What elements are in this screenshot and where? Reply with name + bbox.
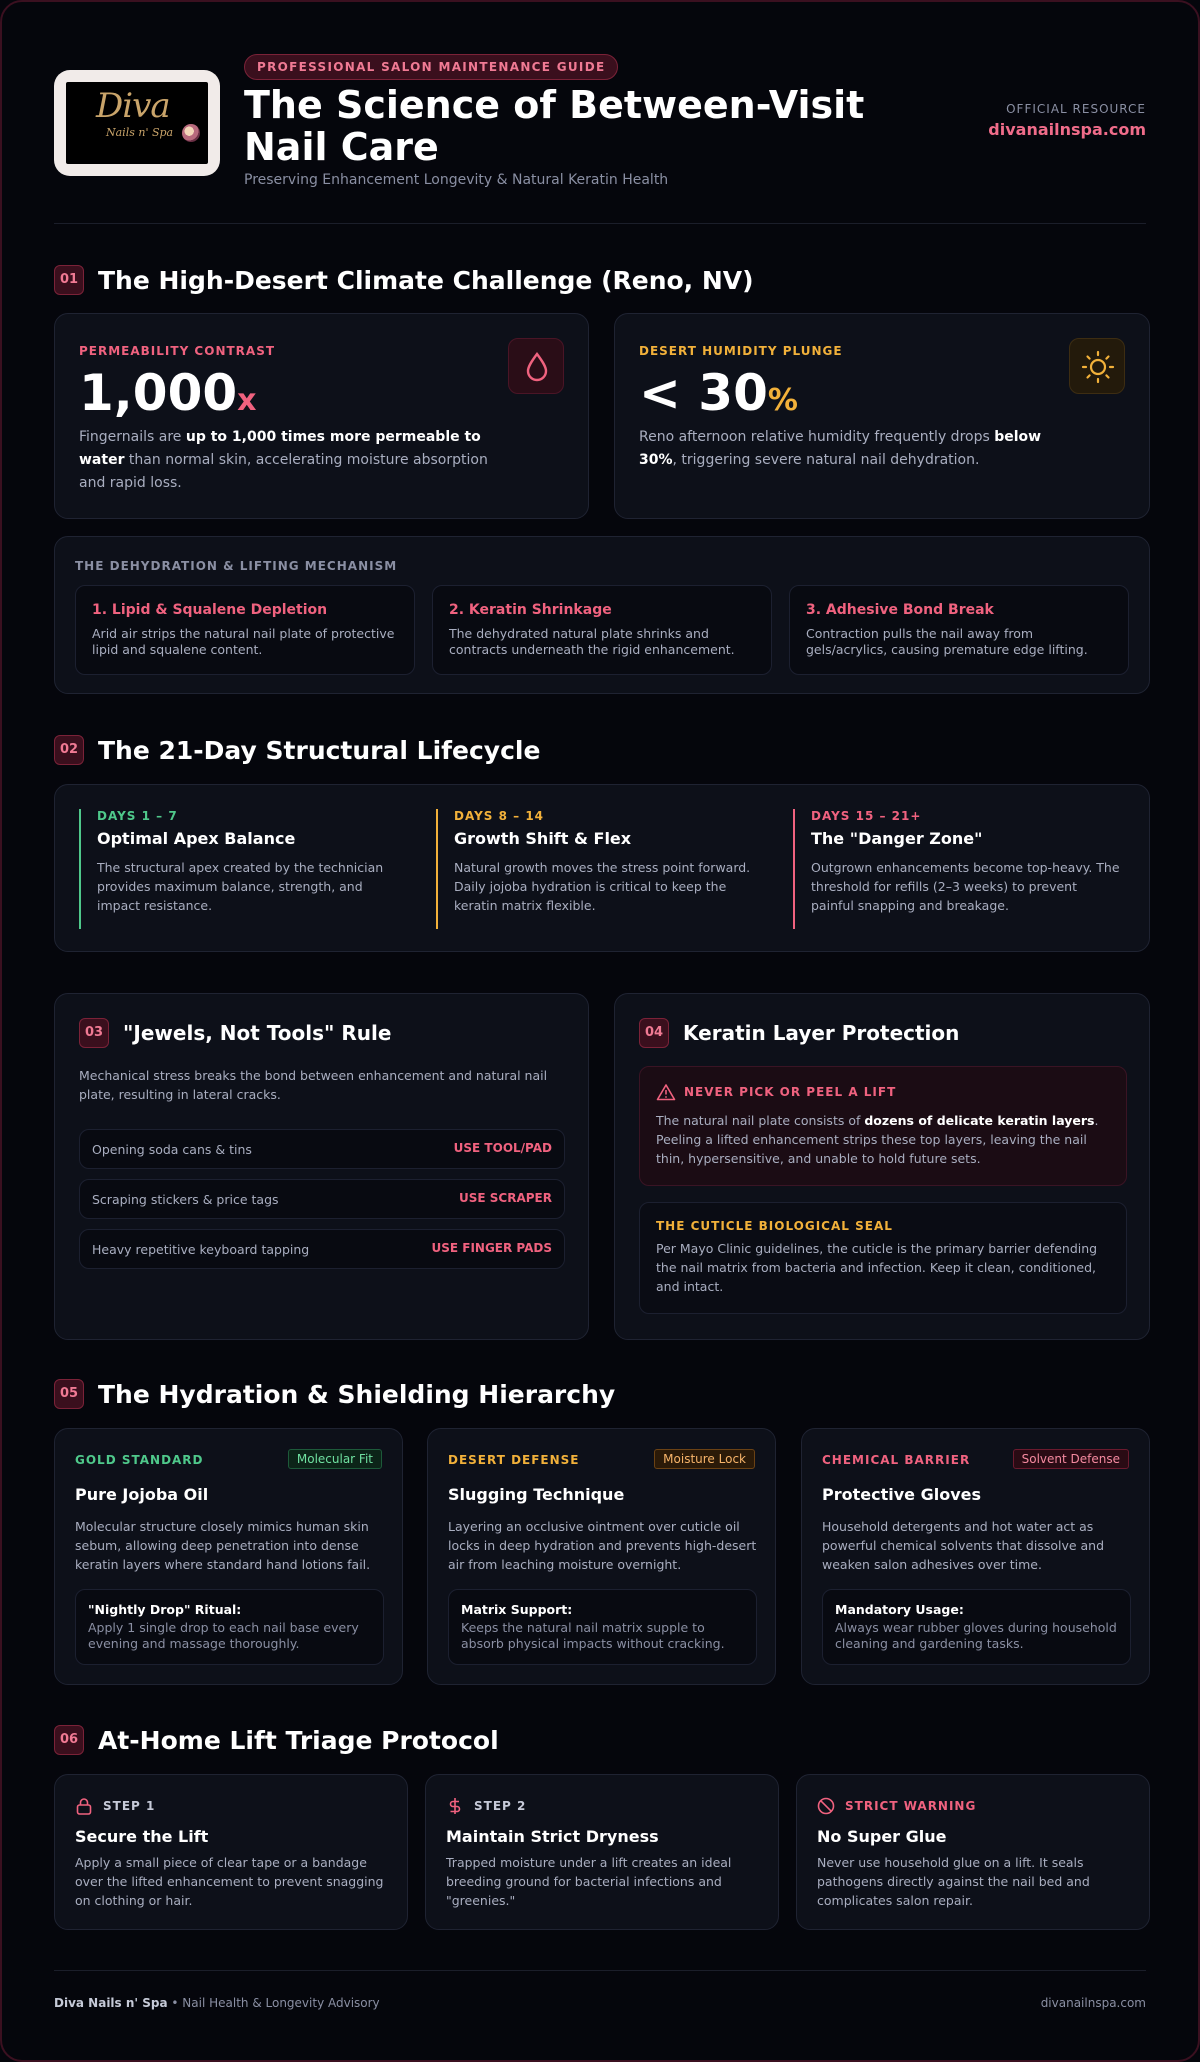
step-text: Apply a small piece of clear tape or a bandage over the lifted enhancement to prevent snagging on clothing or hair. [75,1855,384,1908]
lifecycle-card [54,784,1150,952]
section-title: At-Home Lift Triage Protocol [98,1725,499,1755]
action-label: USE TOOL/PAD [453,1141,552,1155]
droplet-icon [508,338,564,394]
phase-text: Outgrown enhancements become top-heavy. The threshold for refills (2–3 weeks) to prevent painful snapping and breakage. [811,860,1120,913]
phase-title: Growth Shift & Flex [454,829,632,848]
sun-icon [1069,338,1125,394]
step-heading [817,1797,976,1815]
warning-heading [656,1083,896,1101]
info-text: Always wear rubber gloves during household cleaning and gardening tasks. [835,1620,1117,1651]
section-heading-05 [54,1379,615,1409]
section-number: 02 [54,735,84,765]
warning-title: NEVER PICK OR PEEL A LIFT [684,1085,897,1099]
phase-title: The "Danger Zone" [811,829,983,848]
triage-step-1 [54,1774,408,1930]
step-heading [75,1797,155,1815]
card-kicker: DESERT DEFENSE [448,1453,580,1467]
logo [54,70,220,176]
step-text: Arid air strips the natural nail plate of protective lipid and squalene content. [92,626,395,657]
step-title: 1. Lipid & Squalene Depletion [92,602,328,618]
tag-badge: Solvent Defense [1013,1449,1129,1469]
phase-days-15-21 [793,809,1123,929]
card-text: Household detergents and hot water act as powerful chemical solvents that dissolve and weaken salon adhesives over time. [822,1519,1105,1572]
info-title: Matrix Support: [461,1602,573,1617]
phase-title: Optimal Apex Balance [97,829,296,848]
step-text: Never use household glue on a lift. It seals pathogens directly against the nail bed and complicates salon repair. [817,1855,1090,1908]
gloves-card [801,1428,1150,1685]
flower-icon [182,124,200,142]
phase-days-8-14 [436,809,766,929]
step-title: 3. Adhesive Bond Break [806,602,994,618]
mechanism-step [75,585,415,675]
action-label: USE FINGER PADS [431,1241,552,1255]
section-number: 01 [54,265,84,295]
prohibited-icon [817,1797,835,1815]
section-number: 05 [54,1379,84,1409]
tag-badge: Molecular Fit [288,1449,382,1469]
warning-box [639,1066,1127,1186]
logo-subtext: Nails n' Spa [106,126,174,139]
header [54,54,1146,194]
jojoba-card [54,1428,403,1685]
info-box [448,1589,757,1665]
section-heading-04 [639,1018,959,1048]
phase-text: The structural apex created by the technician provides maximum balance, strength, and impact resistance. [97,860,384,913]
mechanism-card [54,536,1150,694]
card-body: Fingernails are up to 1,000 times more permeable to water than normal skin, accelerating moisture absorption and rapid loss. [79,429,488,491]
mechanism-label: THE DEHYDRATION & LIFTING MECHANISM [75,559,398,573]
phase-days-1-7 [79,809,409,929]
info-text: Keeps the natural nail matrix supple to absorb physical impacts without cracking. [461,1620,725,1651]
tag-badge: Moisture Lock [654,1449,755,1469]
card-body: Reno afternoon relative humidity frequently drops below 30%, triggering severe natural nail dehydration. [639,429,1042,468]
triage-step-2 [425,1774,779,1930]
section-number: 06 [54,1725,84,1755]
step-text: Trapped moisture under a lift creates an ideal breeding ground for bacterial infections and "greenies." [446,1855,732,1908]
step-title: 2. Keratin Shrinkage [449,602,612,618]
triage-warning [796,1774,1150,1930]
slugging-card [427,1428,776,1685]
section-heading-01 [54,265,754,295]
footer-brand: Diva Nails n' Spa • Nail Health & Longevity Advisory [54,1996,380,2010]
phase-days: DAYS 8 – 14 [454,809,545,823]
step-kicker: STEP 2 [474,1799,527,1813]
step-text: The dehydrated natural plate shrinks and contracts underneath the rigid enhancement. [449,626,735,657]
section-heading-06 [54,1725,499,1755]
humidity-value: < 30% [639,364,798,422]
card-kicker: PERMEABILITY CONTRAST [79,344,276,358]
step-kicker: STRICT WARNING [845,1799,977,1813]
step-kicker: STEP 1 [103,1799,156,1813]
warning-text: The natural nail plate consists of dozens of delicate keratin layers. Peeling a lifted enhancement strips these top layers, leaving the nail thin, hypersensitive, and unable to hold future sets. [656,1113,1099,1166]
cuticle-box [639,1202,1127,1314]
card-kicker: CHEMICAL BARRIER [822,1453,971,1467]
guide-badge: PROFESSIONAL SALON MAINTENANCE GUIDE [244,54,618,80]
card-title: Protective Gloves [822,1485,981,1504]
phase-days: DAYS 1 – 7 [97,809,178,823]
cuticle-title: THE CUTICLE BIOLOGICAL SEAL [656,1219,893,1233]
phase-days: DAYS 15 – 21+ [811,809,922,823]
task-label: Opening soda cans & tins [92,1142,252,1157]
phase-text: Natural growth moves the stress point forward. Daily jojoba hydration is critical to keep the keratin matrix flexible. [454,860,751,913]
section-title: The 21-Day Structural Lifecycle [98,735,541,765]
info-text: Apply 1 single drop to each nail base every evening and massage thoroughly. [88,1620,359,1651]
footer-site-link[interactable]: divanailnspa.com [1040,1996,1146,2010]
section-title: The High-Desert Climate Challenge (Reno, NV) [98,265,754,295]
info-box [75,1589,384,1665]
mechanism-step [789,585,1129,675]
divider [54,223,1146,224]
section-number: 03 [79,1018,109,1048]
section-heading-02 [54,735,540,765]
card-kicker: DESERT HUMIDITY PLUNGE [639,344,843,358]
card-text: Layering an occlusive ointment over cuticle oil locks in deep hydration and prevents high-desert air from leaching moisture overnight. [448,1519,757,1572]
info-title: Mandatory Usage: [835,1602,964,1617]
info-box [822,1589,1131,1665]
permeability-value: 1,000x [79,364,257,422]
humidity-card [614,313,1150,519]
official-label: OFFICIAL RESOURCE [1006,102,1146,116]
card-title: Slugging Technique [448,1485,625,1504]
section-heading-03 [79,1018,391,1048]
list-item [79,1129,565,1169]
keratin-card [614,993,1150,1340]
lock-icon [75,1797,93,1815]
list-item [79,1229,565,1269]
card-kicker: GOLD STANDARD [75,1453,204,1467]
step-title: Maintain Strict Dryness [446,1827,659,1846]
jewels-card [54,993,589,1340]
action-label: USE SCRAPER [459,1191,552,1205]
step-title: No Super Glue [817,1827,947,1846]
task-label: Scraping stickers & price tags [92,1192,279,1207]
step-title: Secure the Lift [75,1827,209,1846]
section-title: The Hydration & Shielding Hierarchy [98,1379,616,1409]
page-subtitle: Preserving Enhancement Longevity & Natural Keratin Health [244,172,669,188]
task-label: Heavy repetitive keyboard tapping [92,1242,310,1257]
step-text: Contraction pulls the nail away from gels/acrylics, causing premature edge lifting. [806,626,1088,657]
permeability-card [54,313,589,519]
section-intro: Mechanical stress breaks the bond between enhancement and natural nail plate, resulting in lateral cracks. [79,1068,548,1102]
dollar-icon [446,1797,464,1815]
warning-icon [656,1083,676,1101]
card-text: Molecular structure closely mimics human skin sebum, allowing deep penetration into dense keratin layers where standard hand lotions fail. [75,1519,371,1572]
section-title: "Jewels, Not Tools" Rule [123,1021,392,1045]
section-number: 04 [639,1018,669,1048]
step-heading [446,1797,526,1815]
info-title: "Nightly Drop" Ritual: [88,1602,242,1617]
card-title: Pure Jojoba Oil [75,1485,209,1504]
site-link[interactable]: divanailnspa.com [988,120,1146,139]
mechanism-step [432,585,772,675]
list-item [79,1179,565,1219]
footer-divider [54,1970,1146,1971]
page-title: The Science of Between-Visit Nail Care [244,83,865,169]
cuticle-text: Per Mayo Clinic guidelines, the cuticle is the primary barrier defending the nail matrix from bacteria and infection. Keep it clean, conditioned, and intact. [656,1241,1098,1294]
section-title: Keratin Layer Protection [683,1021,960,1045]
logo-text: Diva [96,86,170,126]
